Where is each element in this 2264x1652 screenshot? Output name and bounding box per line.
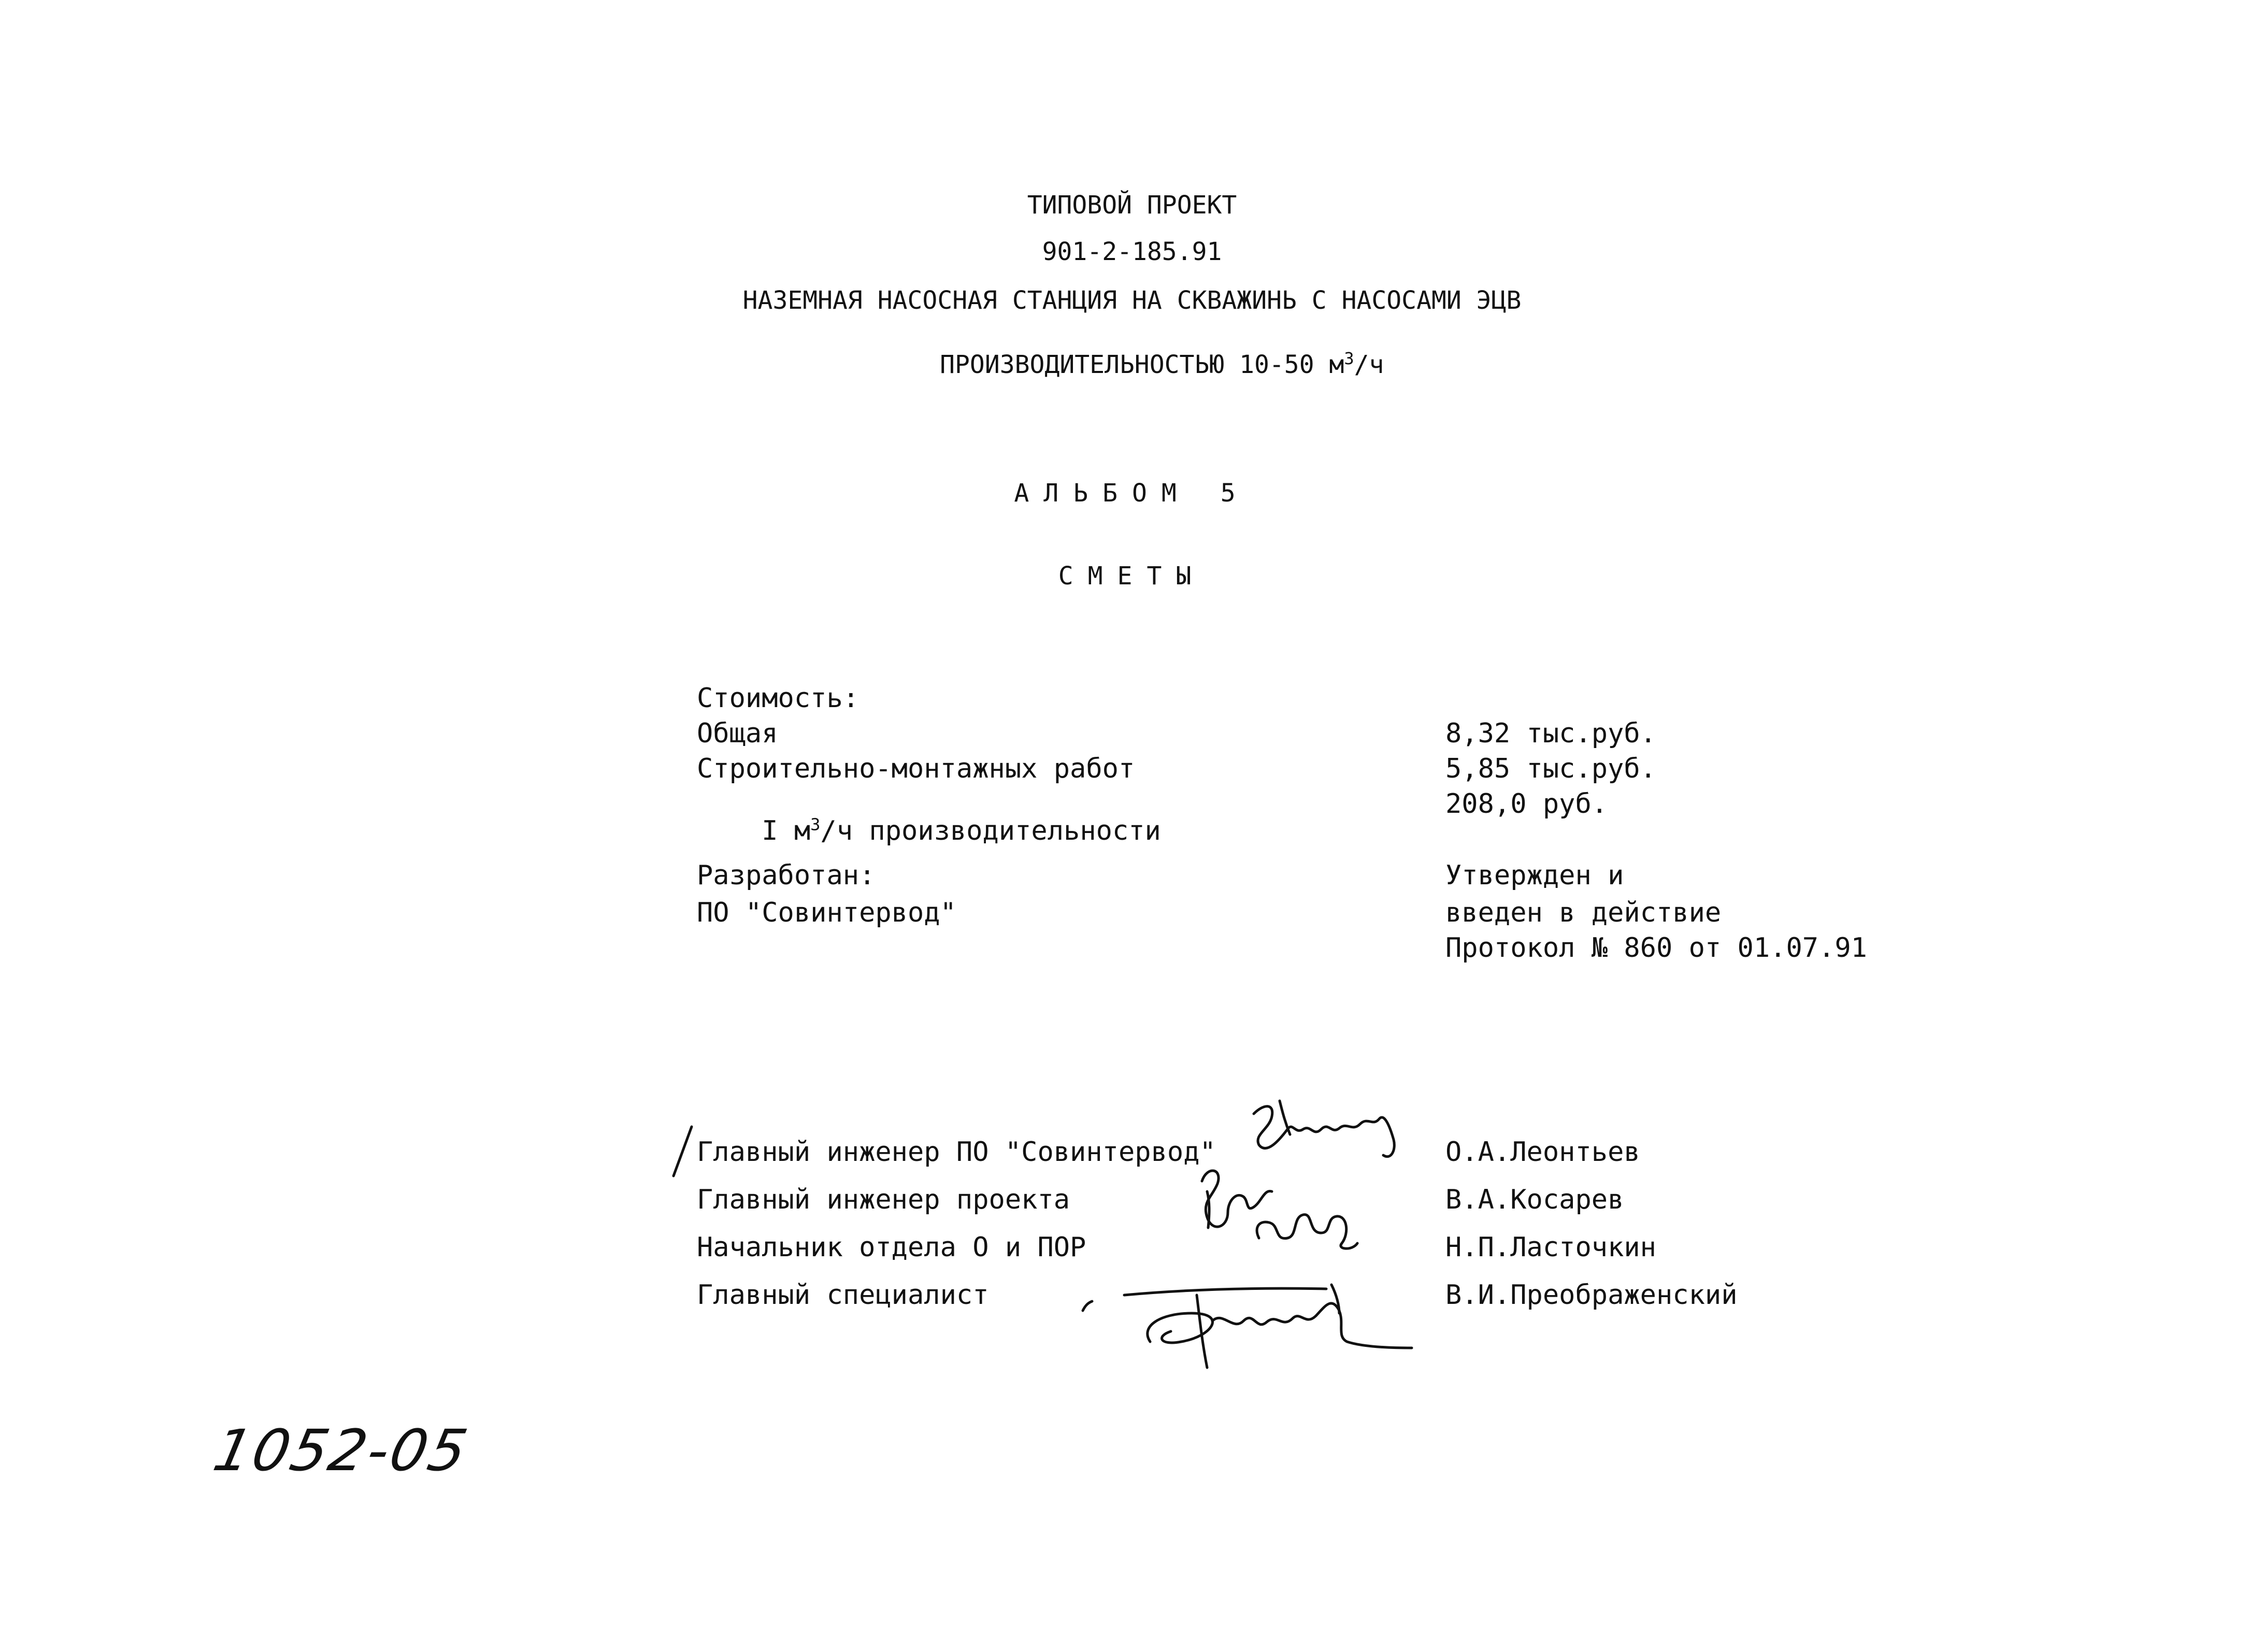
signatory-name-1: О.А.Леонтьев <box>1445 1137 1640 1168</box>
cost-value-construction: 5,85 тыс.руб. <box>1445 753 1656 784</box>
signatory-name-3: Н.П.Ласточкин <box>1445 1232 1656 1263</box>
cost-per-capacity-suffix: /ч производительности <box>820 815 1161 846</box>
doc-type: ТИПОВОЙ ПРОЕКТ <box>1027 191 1237 220</box>
approval-line3: Протокол № 860 от 01.07.91 <box>1445 932 1867 964</box>
signatory-role-3: Начальник отдела О и ПОР <box>697 1232 1086 1263</box>
signature-3 <box>1078 1264 1420 1383</box>
title-line2-sup: 3 <box>1344 349 1354 368</box>
cost-per-capacity-prefix: I м <box>762 815 811 846</box>
cost-label-construction: Строительно-монтажных работ <box>697 753 1135 784</box>
developer-org: ПО "Совинтервод" <box>697 897 956 928</box>
approval-line1: Утвержден и <box>1445 860 1624 891</box>
approval-line2: введен в действие <box>1445 897 1722 928</box>
signature-2 <box>1197 1160 1363 1259</box>
album-subtitle: СМЕТЫ <box>1058 562 1206 591</box>
signatory-role-1: Главный инженер ПО "Совинтервод" <box>697 1137 1216 1168</box>
developer-heading: Разработан: <box>697 860 876 891</box>
cost-label-total: Общая <box>697 718 778 749</box>
signatory-role-2: Главный инженер проекта <box>697 1184 1070 1215</box>
cost-per-capacity-sup: 3 <box>810 814 821 835</box>
cost-value-total: 8,32 тыс.руб. <box>1445 718 1656 749</box>
cost-label-per-capacity <box>697 791 1161 871</box>
title-line2-main: ПРОИЗВОДИТЕЛЬНОСТЬЮ 10-50 м <box>940 350 1344 379</box>
signatory-role-4: Главный специалист <box>697 1280 989 1311</box>
title-line2-tail: /ч <box>1354 350 1384 379</box>
cost-value-per-capacity: 208,0 руб. <box>1445 788 1608 820</box>
cost-heading: Стоимость: <box>697 683 859 714</box>
margin-pen-stroke <box>668 1124 699 1181</box>
signatory-name-2: В.А.Косарев <box>1445 1184 1624 1215</box>
project-title-line1: НАЗЕМНАЯ НАСОСНАЯ СТАНЦИЯ НА СКВАЖИНЬ С НАСОСАМИ ЭЦВ <box>742 286 1522 315</box>
inventory-number: 1052-05 <box>208 1417 475 1484</box>
album-label: АЛЬБОМ 5 <box>1014 479 1250 508</box>
signatory-name-4: В.И.Преображенский <box>1445 1280 1738 1311</box>
project-number: 901-2-185.91 <box>1042 237 1222 266</box>
signature-1 <box>1243 1098 1409 1171</box>
project-title-line2 <box>0 327 2264 402</box>
